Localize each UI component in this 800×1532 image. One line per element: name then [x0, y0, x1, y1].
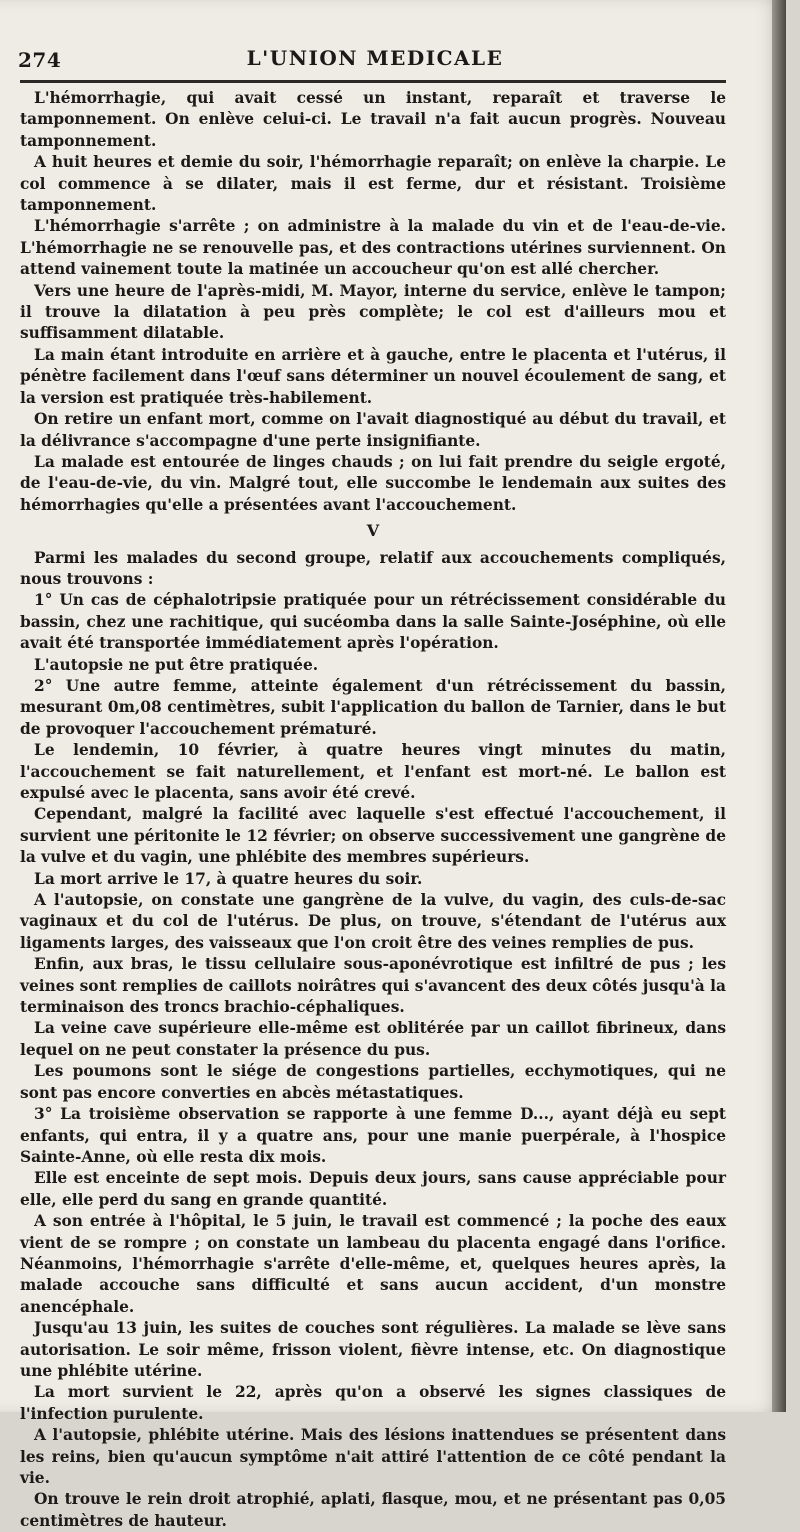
paragraph: Les poumons sont le siége de congestions partielles, ecchymotiques, qui ne sont pas encore converties en abcès métastatiques. [20, 1062, 726, 1102]
paragraph: La malade est entourée de linges chauds ; on lui fait prendre du seigle ergoté, de l'eau-de-vie, du vin. Malgré tout, elle succombe le lendemain aux suites des hémorrhagies qu'elle a présentées avant l'accouchement. [20, 452, 726, 514]
paragraph: La mort survient le 22, après qu'on a observé les signes classiques de l'infection purulente. [20, 1383, 726, 1423]
paragraph: La veine cave supérieure elle-même est oblitérée par un caillot fibrineux, dans lequel on ne peut constater la présence du pus. [20, 1019, 726, 1059]
page-edge-shadow [772, 0, 786, 1412]
page-number: 274 [18, 48, 62, 72]
paragraph: Parmi les malades du second groupe, relatif aux accouchements compliqués, nous trouvons : [20, 548, 726, 588]
paragraph: L'hémorrhagie, qui avait cessé un instant, reparaît et traverse le tamponnement. On enlève celui-ci. Le travail n'a fait aucun progrès. Nouveau tamponnement. [20, 89, 726, 150]
paragraph: A son entrée à l'hôpital, le 5 juin, le travail est commencé ; la poche des eaux vient de se rompre ; on constate un lambeau du placenta engagé dans l'orifice. Néanmoins, l'hémorrhagie s'arrête d'elle-même, et, quelques heures après, la malade accouche sans difficulté et sans aucun accident, d'un monstre anencéphale. [20, 1212, 726, 1316]
paragraph: 3° La troisième observation se rapporte à une femme D..., ayant déjà eu sept enfants, qui entra, il y a quatre ans, pour une manie puerpérale, à l'hospice Sainte-Anne, où elle resta dix mois. [20, 1105, 726, 1166]
paragraph: Le lendemin, 10 février, à quatre heures vingt minutes du matin, l'accouchement se fait naturellement, et l'enfant est mort-né. Le ballon est expulsé avec le placenta, sans avoir été crevé. [20, 741, 726, 802]
paragraph: 1° Un cas de céphalotripsie pratiquée pour un rétrécissement considérable du bassin, chez une rachitique, qui sucéomba dans la salle Sainte-Joséphine, où elle avait été transportée immédiatement après l'opération. [20, 591, 726, 653]
paragraph: A l'autopsie, phlébite utérine. Mais des lésions inattendues se présentent dans les reins, bien qu'aucun symptôme n'ait attiré l'attention de ce côté pendant la vie. [20, 1426, 726, 1487]
paragraph: A l'autopsie, on constate une gangrène de la vulve, du vagin, des culs-de-sac vaginaux et du col de l'utérus. De plus, on trouve, s'étendant de l'utérus aux ligaments larges, des vaisseaux que l'on croit être des veines remplies de pus. [20, 891, 726, 952]
paragraph: La mort arrive le 17, à quatre heures du soir. [34, 869, 423, 888]
body-text [20, 88, 726, 1532]
paragraph: A huit heures et demie du soir, l'hémorrhagie reparaît; on enlève la charpie. Le col commence à se dilater, mais il est ferme, dur et résistant. Troisième tamponnement. [20, 153, 726, 215]
paragraph: La main étant introduite en arrière et à gauche, entre le placenta et l'utérus, il pénètre facilement dans l'œuf sans déterminer un nouvel écoulement de sang, et la version est pratiquée très-habilement. [20, 345, 726, 407]
paragraph: Elle est enceinte de sept mois. Depuis deux jours, sans cause appréciable pour elle, elle perd du sang en grande quantité. [20, 1169, 726, 1209]
paragraph: Jusqu'au 13 juin, les suites de couches sont régulières. La malade se lève sans autorisation. Le soir même, frisson violent, fièvre intense, etc. On diagnostique une phlébite utérine. [20, 1319, 726, 1380]
paragraph: L'autopsie ne put être pratiquée. [34, 655, 319, 674]
paragraph: Cependant, malgré la facilité avec laquelle s'est effectué l'accouchement, il survient une péritonite le 12 février; on observe successivement une gangrène de la vulve et du vagin, une phlébite des membres supérieurs. [20, 805, 726, 867]
page-header [14, 42, 736, 74]
running-title: L'UNION MEDICALE [246, 46, 504, 70]
section-heading: V [366, 521, 380, 541]
paragraph: On trouve le rein droit atrophié, aplati, flasque, mou, et ne présentant pas 0,05 centimètres de hauteur. [20, 1490, 726, 1530]
header-rule [20, 80, 726, 83]
paragraph: L'hémorrhagie s'arrête ; on administre à la malade du vin et de l'eau-de-vie. L'hémorrhagie ne se renouvelle pas, et des contractions utérines surviennent. On attend vainement toute la matinée un accoucheur qu'on est allé chercher. [20, 217, 726, 279]
paragraph: Enfin, aux bras, le tissu cellulaire sous-aponévrotique est infiltré de pus ; les veines sont remplies de caillots noirâtres qui s'avancent des deux côtés jusqu'à la terminaison des troncs brachio-céphaliques. [20, 955, 726, 1017]
paragraph: Vers une heure de l'après-midi, M. Mayor, interne du service, enlève le tampon; il trouve la dilatation à peu près complète; le col est d'ailleurs mou et suffisamment dilatable. [20, 281, 726, 343]
paragraph: 2° Une autre femme, atteinte également d'un rétrécissement du bassin, mesurant 0m,08 centimètres, subit l'application du ballon de Tarnier, dans le but de provoquer l'accouchement prématuré. [20, 676, 726, 738]
paragraph: On retire un enfant mort, comme on l'avait diagnostiqué au début du travail, et la délivrance s'accompagne d'une perte insignifiante. [20, 410, 726, 450]
